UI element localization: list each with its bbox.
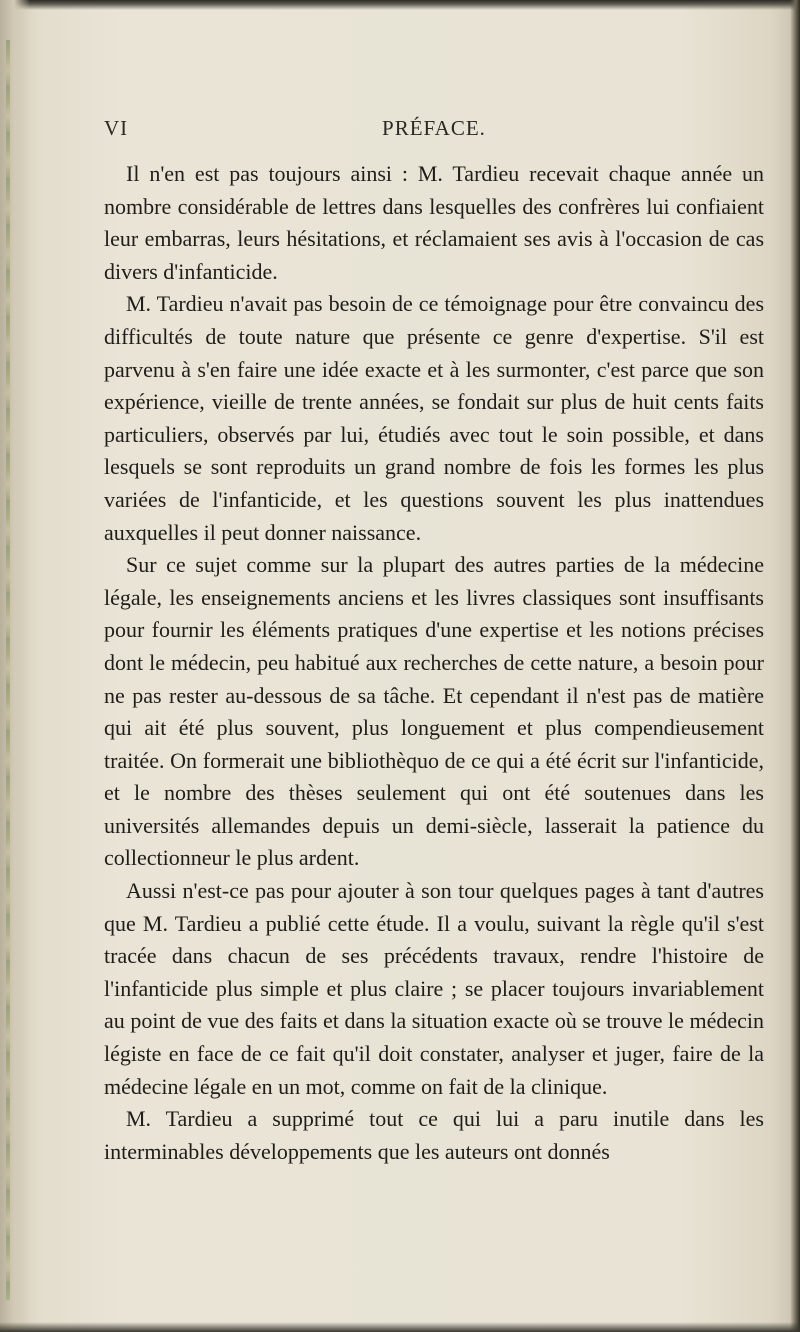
page-number: VI — [104, 116, 129, 140]
body-text — [104, 158, 764, 1168]
paragraph: Aussi n'est-ce pas pour ajouter à son tour quelques pages à tant d'autres que M. Tardieu a publié cette étude. Il a voulu, suivant la règle qu'il s'est tracée dans chacun de ses précédents travaux, rendre l'histoire de l'infanticide plus simple et plus claire ; se placer toujours invariablement au point de vue des faits et dans la situation exacte où se trouve le médecin légiste en face de ce fait qu'il doit constater, analyser et juger, faire de la médecine légale en un mot, comme on fait de la clinique. — [104, 878, 764, 1099]
page-title: PRÉFACE. — [382, 116, 486, 140]
page-left-margin — [0, 0, 30, 1332]
paragraph: Sur ce sujet comme sur la plupart des autres parties de la médecine légale, les enseignements anciens et les livres classiques sont insuffisants pour fournir les éléments pratiques d'une expertise et les notions précises dont le médecin, peu habitué aux recherches de cette nature, a besoin pour ne pas rester au-dessous de sa tâche. Et cependant il n'est pas de matière qui ait été plus souvent, plus longuement et plus compendieusement traitée. On formerait une bibliothèquo de ce qui a été écrit sur l'infanticide, et le nombre des thèses seulement qui ont été soutenues dans les universités allemandes depuis un demi-siècle, lasserait la patience du collectionneur le plus ardent. — [104, 552, 764, 871]
paragraph: M. Tardieu a supprimé tout ce qui lui a paru inutile dans les interminables développements que les auteurs ont donnés — [104, 1106, 764, 1164]
running-head — [104, 116, 764, 146]
paragraph: M. Tardieu n'avait pas besoin de ce témoignage pour être convaincu des difficultés de toute nature que présente ce genre d'expertise. S'il est parvenu à s'en faire une idée exacte et à les surmonter, c'est parce que son expérience, vieille de trente années, se fondait sur plus de huit cents faits particuliers, observés par lui, étudiés avec tout le soin possible, et dans lesquels se sont reproduits un grand nombre de fois les formes les plus variées de l'infanticide, et les questions souvent les plus inattendues auxquelles il peut donner naissance. — [104, 291, 764, 545]
page-right-shadow — [790, 0, 800, 1332]
page-bottom-shadow — [0, 1322, 800, 1332]
binding-strip — [6, 40, 10, 1300]
paragraph: Il n'en est pas toujours ainsi : M. Tardieu recevait chaque année un nombre considérable de lettres dans lesquelles des confrères lui confiaient leur embarras, leurs hésitations, et réclamaient ses avis à l'occasion de cas divers d'infanticide. — [104, 161, 764, 284]
page-top-shadow — [0, 0, 800, 10]
